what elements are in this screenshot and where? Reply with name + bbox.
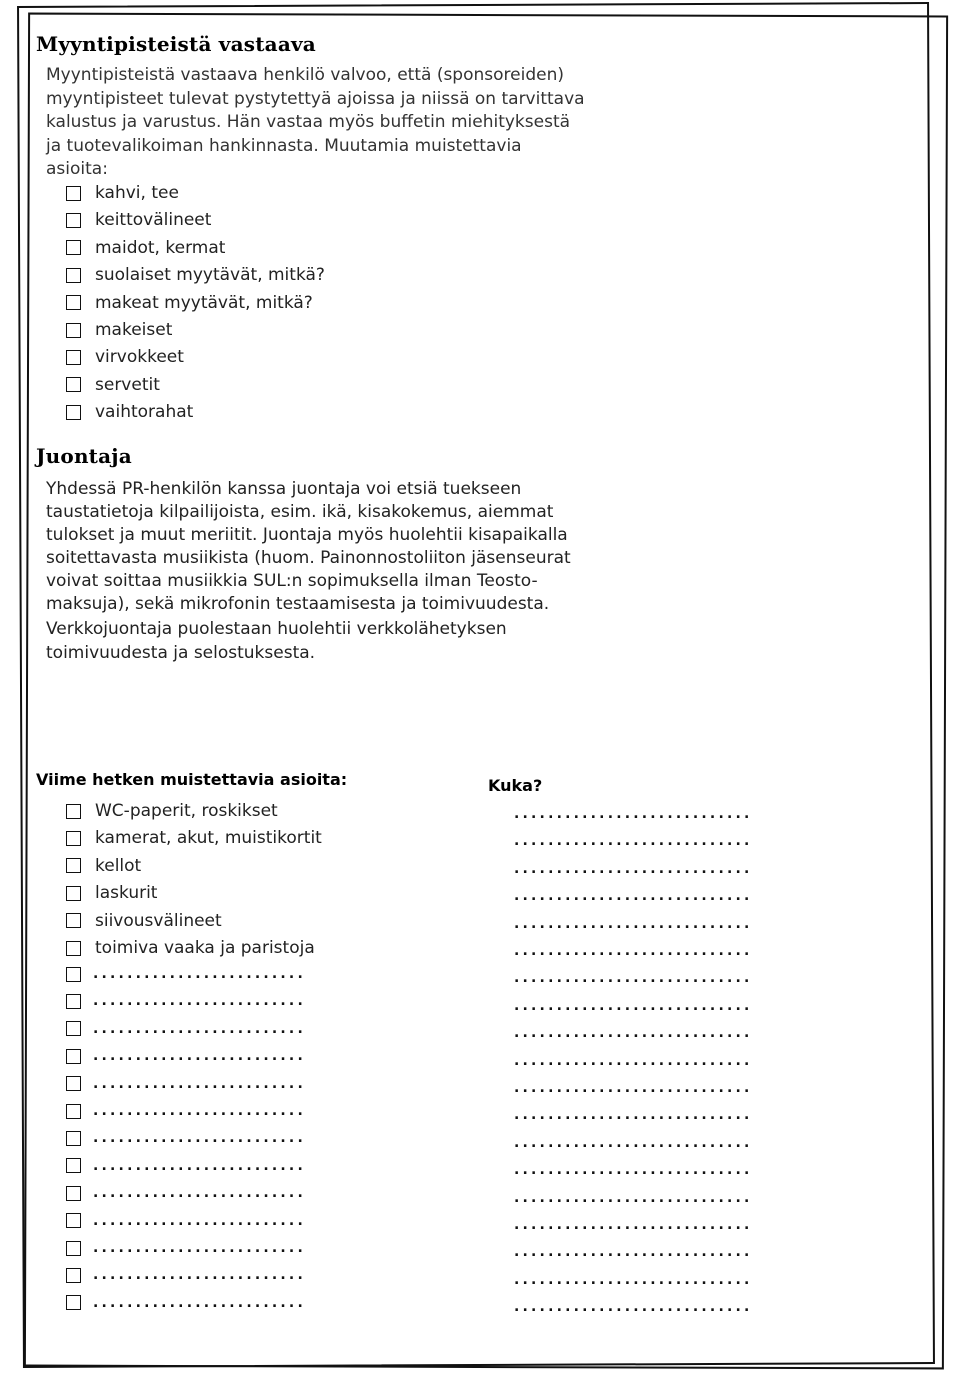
checklist-item[interactable] [66, 265, 325, 285]
checklist-item[interactable] [66, 911, 222, 931]
checkbox[interactable] [66, 1049, 81, 1064]
kuka-fill-line[interactable]: ............................ [514, 970, 753, 987]
kuka-fill-line[interactable]: ............................ [514, 1052, 753, 1069]
checkbox[interactable] [66, 350, 81, 365]
checklist-item-label: makeat myytävät, mitkä? [95, 292, 313, 313]
checklist-item[interactable] [66, 293, 313, 313]
checklist-item-label: kellot [95, 855, 142, 876]
blank-fill-line[interactable]: ......................... [93, 1103, 306, 1119]
checklist-item[interactable] [66, 183, 179, 203]
paragraph-line: Verkkojuontaja puolestaan huolehtii verkkolähetyksen [46, 619, 507, 639]
checklist-item-label: makeiset [95, 320, 173, 340]
last-minute-heading: Viime hetken muistettavia asioita: [36, 770, 348, 789]
blank-checklist-item[interactable] [66, 1130, 306, 1146]
checklist-item-label: WC-paperit, roskikset [95, 801, 278, 821]
blank-fill-line[interactable]: ......................... [93, 1157, 306, 1174]
checkbox[interactable] [66, 240, 81, 255]
checklist-item[interactable] [66, 801, 278, 821]
blank-fill-line[interactable]: ......................... [93, 993, 306, 1010]
kuka-fill-line[interactable]: ............................ [514, 943, 753, 959]
checkbox[interactable] [66, 323, 81, 338]
checklist-item[interactable] [66, 883, 157, 903]
checkbox[interactable] [66, 1104, 81, 1119]
blank-fill-line[interactable]: ......................... [93, 1020, 306, 1037]
checklist-item[interactable] [66, 856, 141, 876]
blank-fill-line[interactable]: ......................... [93, 1267, 306, 1284]
checklist-item[interactable] [66, 238, 225, 258]
kuka-fill-line[interactable]: ............................ [514, 1299, 753, 1316]
paragraph-line: voivat soittaa musiikkia SUL:n sopimuksella ilman Teosto- [46, 571, 538, 591]
checklist-item-label: maidot, kermat [95, 237, 226, 258]
kuka-fill-line[interactable]: ............................ [514, 888, 753, 905]
checkbox[interactable] [66, 831, 81, 846]
paragraph-line: tulokset ja muut meriitit. Juontaja myös huolehtii kisapaikalla [46, 525, 568, 545]
kuka-fill-line[interactable]: ............................ [514, 1080, 753, 1096]
blank-checklist-item[interactable] [66, 1076, 306, 1092]
kuka-fill-line[interactable]: ............................ [514, 1217, 753, 1233]
kuka-fill-line[interactable]: ............................ [514, 1134, 753, 1151]
checkbox[interactable] [66, 405, 81, 420]
checkbox[interactable] [66, 1213, 81, 1228]
blank-checklist-item[interactable] [66, 1185, 306, 1201]
checklist-item-label: keittovälineet [95, 210, 212, 231]
checklist-item[interactable] [66, 828, 322, 848]
checklist-item[interactable] [66, 938, 315, 958]
paragraph-line: myyntipisteet tulevat pystytettyä ajoissa ja niissä on tarvittava [46, 88, 585, 109]
checklist-item-label: virvokkeet [95, 347, 184, 368]
paragraph-line: Myyntipisteistä vastaava henkilö valvoo, että (sponsoreiden) [46, 65, 564, 85]
kuka-fill-line[interactable]: ............................ [514, 1244, 753, 1261]
blank-fill-line[interactable]: ......................... [93, 966, 306, 982]
blank-checklist-item[interactable] [66, 1021, 306, 1037]
checklist-item-label: kamerat, akut, muistikortit [95, 828, 322, 849]
blank-fill-line[interactable]: ......................... [93, 1075, 306, 1092]
checkbox[interactable] [66, 295, 81, 310]
section-heading-juontaja: Juontaja [36, 444, 132, 468]
kuka-fill-line[interactable]: ............................ [514, 806, 753, 822]
kuka-fill-line[interactable]: ............................ [514, 1107, 753, 1124]
checklist-item[interactable] [66, 347, 184, 367]
paragraph-line: ja tuotevalikoiman hankinnasta. Muutamia muistettavia [46, 135, 522, 156]
checklist-item-label: toimiva vaaka ja paristoja [95, 938, 315, 958]
kuka-heading: Kuka? [488, 776, 543, 795]
checklist-item-label: vaihtorahat [95, 402, 194, 423]
blank-checklist-item[interactable] [66, 966, 306, 982]
blank-fill-line[interactable]: ......................... [93, 1240, 306, 1256]
checkbox[interactable] [66, 268, 81, 283]
kuka-fill-line[interactable]: ............................ [514, 860, 753, 877]
blank-checklist-item[interactable] [66, 1158, 306, 1174]
blank-checklist-item[interactable] [66, 1103, 306, 1119]
paragraph-line: kalustus ja varustus. Hän vastaa myös buffetin miehityksestä [46, 112, 571, 132]
blank-checklist-item[interactable] [66, 1240, 306, 1256]
kuka-fill-line[interactable]: ............................ [514, 833, 753, 850]
kuka-fill-line[interactable]: ............................ [514, 1162, 753, 1179]
blank-checklist-item[interactable] [66, 993, 306, 1009]
section-heading-myyntipisteista: Myyntipisteistä vastaava [36, 32, 316, 56]
checkbox[interactable] [66, 1295, 81, 1310]
checkbox[interactable] [66, 1241, 81, 1256]
checkbox[interactable] [66, 913, 81, 928]
blank-fill-line[interactable]: ......................... [93, 1130, 306, 1147]
blank-checklist-item[interactable] [66, 1213, 306, 1229]
kuka-fill-line[interactable]: ............................ [514, 1025, 753, 1042]
checkbox[interactable] [66, 1076, 81, 1091]
kuka-fill-line[interactable]: ............................ [514, 1271, 753, 1288]
checkbox[interactable] [66, 213, 81, 228]
checkbox[interactable] [66, 804, 81, 819]
checkbox[interactable] [66, 967, 81, 982]
paragraph-line: maksuja), sekä mikrofonin testaamisesta ja toimivuudesta. [46, 594, 550, 614]
blank-fill-line[interactable]: ......................... [93, 1212, 306, 1229]
checklist-item-label: servetit [95, 374, 160, 395]
checkbox[interactable] [66, 941, 81, 956]
checkbox[interactable] [66, 858, 81, 873]
blank-fill-line[interactable]: ......................... [93, 1185, 306, 1202]
blank-fill-line[interactable]: ......................... [93, 1294, 306, 1311]
paragraph-line: soitettavasta musiikista (huom. Painonnostoliiton jäsenseurat [46, 548, 571, 568]
checkbox[interactable] [66, 1021, 81, 1036]
checklist-item[interactable] [66, 320, 172, 340]
blank-checklist-item[interactable] [66, 1295, 306, 1311]
checklist-item-label: laskurit [95, 883, 158, 904]
checklist-item-label: siivousvälineet [95, 910, 222, 931]
checkbox[interactable] [66, 886, 81, 901]
paragraph-line: taustatietoja kilpailijoista, esim. ikä, kisakokemus, aiemmat [46, 502, 554, 522]
kuka-fill-line[interactable]: ............................ [514, 1189, 753, 1206]
checkbox[interactable] [66, 1131, 81, 1146]
checklist-item[interactable] [66, 210, 211, 230]
blank-checklist-item[interactable] [66, 1267, 306, 1283]
checklist-item[interactable] [66, 375, 160, 395]
kuka-fill-line[interactable]: ............................ [514, 997, 753, 1014]
paragraph-line: toimivuudesta ja selostuksesta. [46, 642, 316, 663]
checkbox[interactable] [66, 994, 81, 1009]
blank-fill-line[interactable]: ......................... [93, 1048, 306, 1065]
checkbox[interactable] [66, 1268, 81, 1283]
checklist-item[interactable] [66, 402, 193, 422]
paragraph-line: asioita: [46, 159, 108, 179]
checkbox[interactable] [66, 186, 81, 201]
checkbox[interactable] [66, 1158, 81, 1173]
checkbox[interactable] [66, 1186, 81, 1201]
kuka-fill-line[interactable]: ............................ [514, 915, 753, 932]
checkbox[interactable] [66, 377, 81, 392]
checklist-item-label: suolaiset myytävät, mitkä? [95, 265, 325, 286]
checklist-item-label: kahvi, tee [95, 183, 179, 203]
blank-checklist-item[interactable] [66, 1048, 306, 1064]
paragraph-line: Yhdessä PR-henkilön kanssa juontaja voi etsiä tuekseen [46, 479, 522, 499]
